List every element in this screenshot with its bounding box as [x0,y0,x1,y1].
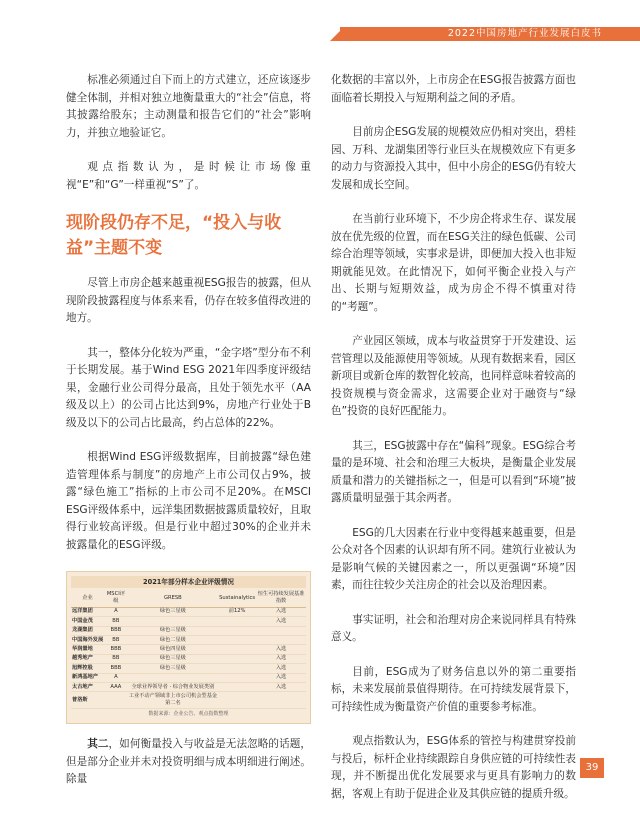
table-cell [128,673,219,682]
table-company-cell: 新鸿基地产 [71,673,104,682]
table-cell: 绿色四星级 [128,645,219,654]
table-row [71,692,306,709]
table-cell: BBB [104,664,127,673]
table-company-cell: 越秀地产 [71,654,104,663]
table-row [71,664,306,673]
table-cell: 入选 [256,607,306,616]
table-cell: BBB [104,626,127,635]
table-cell [218,683,256,692]
table-cell: 入选 [256,617,306,626]
paragraph: 化数据的丰富以外，上市房企在ESG报告披露方面也面临着长期投入与短期利益之间的矛盾。 [331,74,576,104]
table-header-cell: 企业 [71,590,104,607]
table-header-cell: 恒生可持续发展基准指数 [256,590,306,607]
paragraph: 目前房企ESG发展的规模效应仍相对突出，碧桂园、万科、龙湖集团等行业巨头在规模效应下有更多的动力与资源投入其中，但中小房企的ESG仍有较大发展和成长空间。 [331,126,576,191]
table-cell [218,645,256,654]
table-company-cell: 中国金茂 [71,617,104,626]
table-company-cell: 普洛斯 [71,692,104,709]
table-cell: BBB [104,645,127,654]
paragraph: 产业园区领域，成本与收益贯穿于开发建设、运营管理以及能源使用等领域。从现有数据来看，园区新项目或新仓库的数智化较高，也同样意味着较高的投资规模与资金需求，这需要企业对于融资与“绿色”投资的良好匹配能力。 [331,335,576,417]
paragraph: 目前，ESG成为了财务信息以外的第二重要指标，未来发展前景值得期待。在可持续发展背景下，可持续性成为衡量资产价值的重要参考标准。 [331,665,576,713]
table-cell: 工业不动产领域非上市公司机会型基金第二名 [128,692,219,709]
rating-table [66,571,311,724]
table-cell [104,692,127,709]
paragraph [66,736,311,789]
table-cell [218,626,256,635]
table-row [71,607,306,616]
table-cell [128,617,219,626]
table-cell: 绿色三星级 [128,654,219,663]
table-body [71,607,306,708]
table-cell [218,617,256,626]
table-header-cell: MSCI评级 [104,590,127,607]
table-row [71,617,306,626]
table-row [71,673,306,682]
table-company-cell: 远洋集团 [71,607,104,616]
table-company-cell: 华润置地 [71,645,104,654]
header-band [340,27,640,41]
table-row [71,636,306,645]
table-header-row [71,590,306,607]
table-cell [256,626,306,635]
rating-table-grid [71,590,306,709]
table-row [71,626,306,635]
table-cell: 入选 [256,683,306,692]
table-row [71,654,306,663]
table-cell [218,673,256,682]
table-company-cell: 旭辉控股 [71,664,104,673]
paragraph: 观点指数认为，ESG体系的管控与构建贯穿投前与投后，标杆企业持续跟踪自身供应链的可持续性表现，并不断提出优化发展要求与更具有影响力的数据，客观上有助于促进企业及其供应链的提质升级。 [331,735,576,800]
table-cell: 前12% [218,607,256,616]
table-cell: 入选 [256,673,306,682]
table-cell [218,654,256,663]
table-company-cell: 龙湖集团 [71,626,104,635]
paragraph: 其三，ESG披露中存在“偏科”现象。ESG综合考量的是环境、社会和治理三大板块，是衡量企业发展质量和潜力的关键指标之一，但是可以看到“环境”披露质量明显强于其余两者。 [331,439,576,504]
table-row [71,645,306,654]
table-cell: 绿色二星级 [128,636,219,645]
paragraph-lead: 其二 [87,738,109,751]
table-cell: 绿色三星级 [128,626,219,635]
left-column [66,72,311,806]
table-cell: A [104,673,127,682]
header-bar [0,0,640,52]
paragraph-text: ，如何衡量投入与收益是无法忽略的话题，但是部分企业并未对投资明细与成本明细进行阐述。除量 [66,738,312,786]
table-cell: A [104,607,127,616]
table-caption: 2021年部分样本企业评级情况 [71,576,306,588]
paragraph: 在当前行业环境下，不少房企将求生存、谋发展放在优先级的位置，而在ESG关注的绿色低碳、公司综合治理等领域，实事求是讲，即便加大投入也非短期就能见效。在此情况下，如何平衡企业投入与产出、长期与短期效益，成为房企不得不慎重对待的“考题”。 [331,213,576,313]
table-company-cell: 太古地产 [71,683,104,692]
table-cell [256,636,306,645]
paragraph: 尽管上市房企越来越重视ESG报告的披露，但从现阶段披露程度与体系来看，仍存在较多值得改进的地方。 [66,277,311,324]
table-cell: 绿色三星级 [128,664,219,673]
paragraph: 根据Wind ESG评级数据库，目前披露“绿色建造管理体系与制度”的房地产上市公司仅占9%，披露“绿色施工”指标的上市公司不足20%。在MSCI ESG评级体系中，远洋集团数据披露质量较好，且取得行业较高评级。但是行业中超过30%的企业并未披露量化的ESG评级。 [66,451,311,551]
table-cell [218,692,256,709]
paragraph: 标准必须通过自下而上的方式建立，还应该逐步健全体制，并相对独立地衡量重大的“社会”信息，将其披露给股东；主动测量和报告它们的“社会”影响力，并独立地验证它。 [66,74,311,139]
table-cell: 全球业界领导者 · 综合物业发展类别 [128,683,219,692]
table-company-cell: 中国海外发展 [71,636,104,645]
table-cell [256,692,306,709]
right-column [331,72,576,820]
paragraph: 观点指数认为，是时候让市场像重视“E”和“G”一样重视“S”了。 [66,161,311,191]
table-cell: AAA [104,683,127,692]
table-row [71,683,306,692]
section-heading: 现阶段仍存不足，“投入与收益”主题不变 [66,213,282,258]
table-cell: 绿色三星级 [128,607,219,616]
table-cell: BB [104,636,127,645]
header-title: 2022中国房地产行业发展白皮书 [447,28,602,39]
paragraph: 事实证明，社会和治理对房企来说同样具有特殊意义。 [331,613,576,643]
table-cell: BB [104,617,127,626]
paragraph: ESG的几大因素在行业中变得越来越重要，但是公众对各个因素的认识却有所不同。建筑行业被认为是影响气候的关键因素之一，所以更强调“环境”因素，而往往较少关注房企的社会以及治理因素。 [331,526,576,591]
table-cell: 入选 [256,654,306,663]
table-cell [218,636,256,645]
page-number: 39 [580,758,604,778]
table-cell: 入选 [256,664,306,673]
table-cell: BB [104,654,127,663]
table-cell [218,664,256,673]
table-header-cell: GRESB [128,590,219,607]
paragraph: 其一，整体分化较为严重，“金字塔”型分布不利于长期发展。基于Wind ESG 2021年四季度评级结果，金融行业公司得分最高，且处于领先水平（AA级及以上）的公司占比达到9%，房地产行业处于B级及以下的公司占比最高，约占总体的22%。 [66,346,311,429]
table-cell: 入选 [256,645,306,654]
table-header-cell: Sustainalytics [218,590,256,607]
table-source: 数据来源：企业公告、观点指数整理 [148,711,229,718]
